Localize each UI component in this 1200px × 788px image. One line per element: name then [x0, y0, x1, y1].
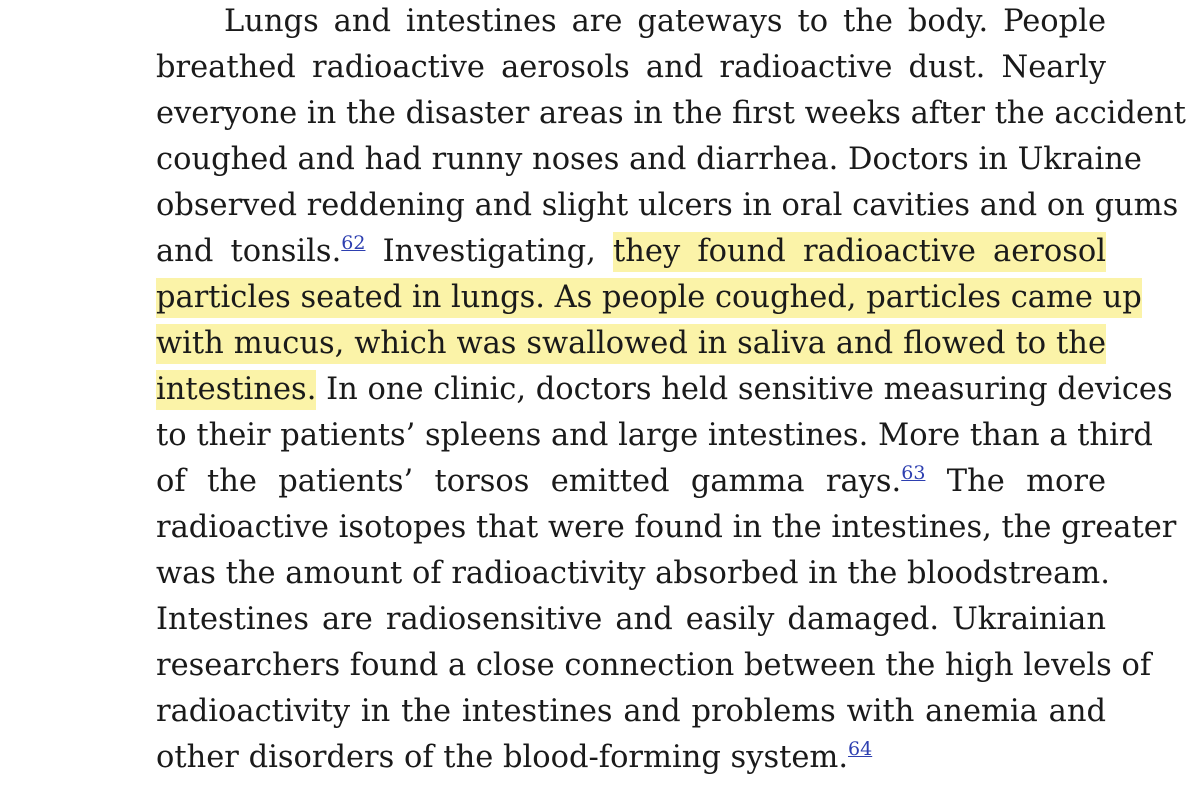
- text-line: observed reddening and slight ulcers in oral cavities and on gums: [156, 188, 1179, 223]
- text-line: [156, 738, 872, 778]
- text-line: coughed and had runny noses and diarrhea. Doctors in Ukraine: [156, 142, 1142, 177]
- footnote-link-62[interactable]: 62: [341, 232, 366, 254]
- highlighted-text[interactable]: they found radioactive aerosol: [613, 232, 1106, 272]
- footnote-link-63[interactable]: 63: [901, 462, 926, 484]
- text-line: to their patients’ spleens and large intestines. More than a third: [156, 418, 1153, 453]
- highlighted-text[interactable]: particles seated in lungs. As people coughed, particles came up: [156, 278, 1142, 318]
- text-line: [156, 278, 1142, 318]
- text-line: [156, 462, 1106, 502]
- text-line: Intestines are radiosensitive and easily damaged. Ukrainian: [156, 602, 1106, 637]
- text-line: radioactivity in the intestines and problems with anemia and: [156, 694, 1106, 729]
- text-segment: and tonsils.: [156, 234, 342, 269]
- text-segment: In one clinic, doctors held sensitive measuring devices: [316, 372, 1173, 407]
- text-line: breathed radioactive aerosols and radioactive dust. Nearly: [156, 50, 1106, 85]
- highlighted-text[interactable]: with mucus, which was swallowed in saliva and flowed to the: [156, 324, 1106, 364]
- text-line: [156, 370, 1173, 410]
- text-line: Lungs and intestines are gateways to the body. People: [224, 4, 1106, 39]
- text-line: [156, 232, 1106, 272]
- text-line: everyone in the disaster areas in the first weeks after the accident: [156, 96, 1186, 131]
- text-segment: The more: [925, 464, 1106, 499]
- footnote-link-64[interactable]: 64: [848, 738, 873, 760]
- text-segment: Investigating,: [365, 234, 613, 269]
- text-segment: of the patients’ torsos emitted gamma rays.: [156, 464, 902, 499]
- text-line: radioactive isotopes that were found in the intestines, the greater: [156, 510, 1177, 545]
- text-segment: other disorders of the blood-forming system.: [156, 740, 849, 775]
- text-line: was the amount of radioactivity absorbed in the bloodstream.: [156, 556, 1110, 591]
- text-line: [156, 324, 1106, 364]
- highlighted-text[interactable]: intestines.: [156, 370, 316, 410]
- text-line: researchers found a close connection between the high levels of: [156, 648, 1152, 683]
